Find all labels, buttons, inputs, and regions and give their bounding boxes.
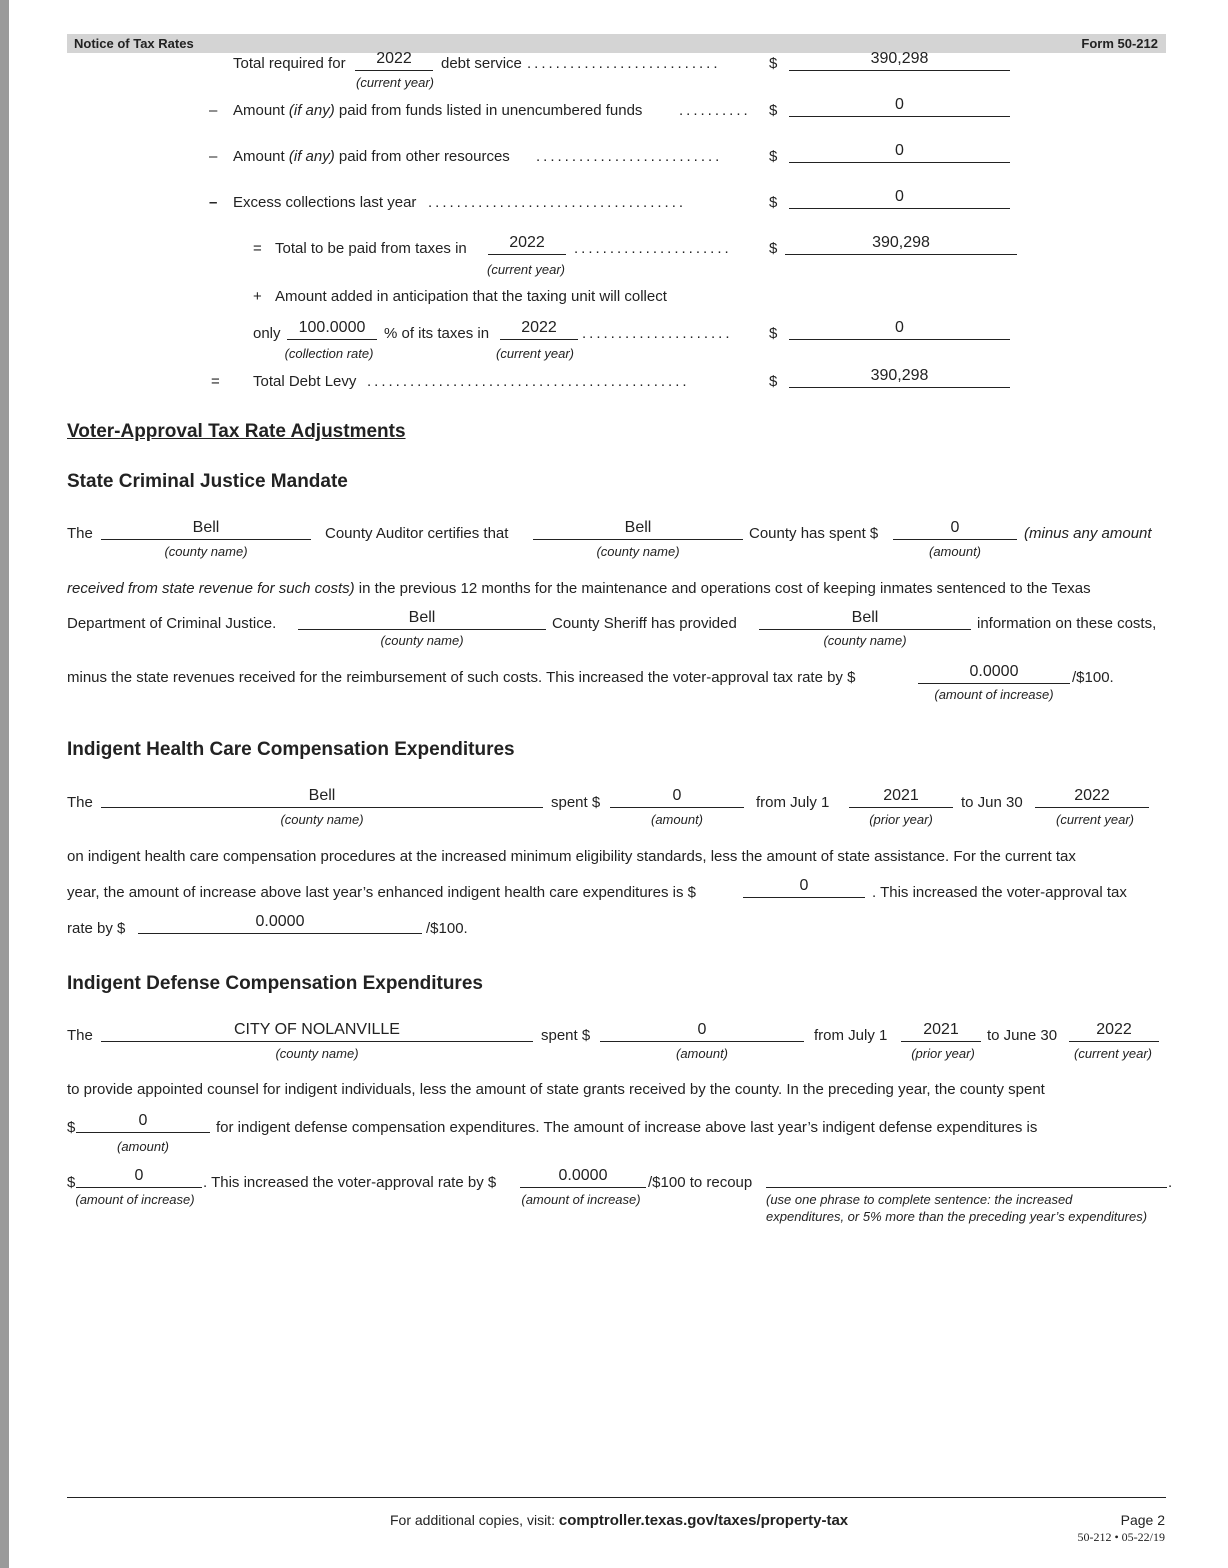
if-any-note: (if any) (288, 102, 335, 119)
health-line-3: year, the amount of increase above last year’s enhanced indigent health care expenditures is $ (67, 884, 697, 901)
dollar-sign: $ (769, 55, 778, 72)
health-rate-field[interactable]: 0.0000 (138, 913, 422, 934)
footer-rule (67, 1497, 1166, 1498)
amount-of-increase-caption: (amount of increase) (521, 1192, 641, 1207)
collection-rate-caption: (collection rate) (284, 346, 374, 361)
other-label-a: Amount (233, 148, 285, 165)
from-july-text: from July 1 (814, 1027, 888, 1044)
county-name-caption: (county name) (823, 633, 907, 648)
recoup-caption-line-1: (use one phrase to complete sentence: the increased (766, 1192, 1073, 1207)
auditor-certifies-text: County Auditor certifies that (325, 525, 509, 542)
county-has-spent-text: County has spent $ (749, 525, 879, 542)
only-label: only (253, 325, 281, 342)
amount-of-increase-caption: (amount of increase) (934, 687, 1054, 702)
total-required-field[interactable]: 390,298 (789, 50, 1010, 71)
amount-caption: (amount) (116, 1139, 170, 1154)
dollar-sign: $ (769, 240, 778, 257)
county-name-caption: (county name) (164, 544, 248, 559)
total-paid-label: Total to be paid from taxes in (275, 240, 467, 257)
dollar-sign: $ (769, 102, 778, 119)
current-year-caption: (current year) (1073, 1046, 1153, 1061)
dollar-sign: $ (769, 148, 778, 165)
anticipation-year-field[interactable]: 2022 (500, 319, 578, 340)
county-name-caption: (county name) (596, 544, 680, 559)
defense-line-2: to provide appointed counsel for indigent individuals, less the amount of state grants received by the county. In the preceding year, the county spent (67, 1081, 1045, 1098)
defense-rate-field[interactable]: 0.0000 (520, 1167, 646, 1188)
dollar-sign: $ (769, 373, 778, 390)
department-text: Department of Criminal Justice. (67, 615, 277, 632)
defense-county-field[interactable]: CITY OF NOLANVILLE (101, 1021, 533, 1042)
defense-heading: Indigent Defense Compensation Expenditures (67, 973, 483, 994)
spent-text: spent $ (551, 794, 601, 811)
spending-county-field[interactable]: Bell (533, 519, 743, 540)
total-required-suffix: debt service (441, 55, 522, 72)
sheriff-county-field[interactable]: Bell (298, 609, 546, 630)
auditor-county-field[interactable]: Bell (101, 519, 311, 540)
per-100-text: /$100. (426, 920, 468, 937)
to-jun-text: to Jun 30 (961, 794, 1023, 811)
current-year-caption: (current year) (355, 75, 435, 90)
criminal-line-2-rest: in the previous 12 months for the maintenance and operations cost of keeping inmates sentenced to the Texas (358, 580, 1091, 597)
if-any-note: (if any) (288, 148, 335, 165)
recoup-phrase-field[interactable] (766, 1167, 1167, 1188)
footer-copies-text: For additional copies, visit: (390, 1512, 555, 1528)
county-name-caption: (county name) (380, 633, 464, 648)
rate-by-text: rate by $ (67, 920, 126, 937)
state-revenue-note: received from state revenue for such costs) (67, 580, 355, 597)
anticipation-amount-field[interactable]: 0 (789, 319, 1010, 340)
recoup-text: /$100 to recoup (648, 1174, 753, 1191)
leader-dots: ...................... (574, 240, 732, 257)
leader-dots: .......... (679, 102, 751, 119)
footer-url-link[interactable]: comptroller.texas.gov/taxes/property-tax (558, 1512, 849, 1529)
page-number: Page 2 (1120, 1512, 1165, 1528)
excess-collections-label: Excess collections last year (233, 194, 417, 211)
defense-current-year-field[interactable]: 2022 (1069, 1021, 1159, 1042)
criminal-line-4: minus the state revenues received for the reimbursement of such costs. This increased the voter-approval tax rate by $ (67, 669, 856, 686)
criminal-amount-field[interactable]: 0 (893, 519, 1017, 540)
form-code: 50-212 • 05-22/19 (1077, 1530, 1165, 1544)
other-resources-field[interactable]: 0 (789, 142, 1010, 163)
health-line-2: on indigent health care compensation procedures at the increased minimum eligibility standards, less the amount of state assistance. For the current tax (67, 848, 1076, 865)
minus-sign: – (209, 148, 218, 165)
total-required-prefix: Total required for (233, 55, 346, 72)
health-prior-year-field[interactable]: 2021 (849, 787, 953, 808)
footer-copies (390, 1512, 848, 1529)
health-line-3-end: . This increased the voter-approval tax (872, 884, 1127, 901)
dollar-sign: $ (67, 1119, 76, 1136)
total-paid-year-field[interactable]: 2022 (488, 234, 566, 255)
unencumbered-label-b: paid from funds listed in unencumbered funds (338, 102, 643, 119)
from-july-text: from July 1 (756, 794, 830, 811)
unencumbered-funds-field[interactable]: 0 (789, 96, 1010, 117)
defense-line-3: for indigent defense compensation expenditures. The amount of increase above last year’s indigent defense expenditures is (216, 1119, 1038, 1136)
left-page-edge (0, 0, 9, 1568)
unencumbered-label (233, 102, 642, 119)
defense-line-4: . This increased the voter-approval rate by $ (203, 1174, 497, 1191)
plus-sign: + (253, 288, 262, 305)
information-text: information on these costs, (977, 615, 1157, 632)
total-debt-levy-field[interactable]: 390,298 (789, 367, 1010, 388)
info-county-field[interactable]: Bell (759, 609, 971, 630)
leader-dots: ........................... (527, 55, 721, 72)
total-debt-levy-label: Total Debt Levy (253, 373, 357, 390)
leader-dots: ..................... (582, 325, 733, 342)
percent-label: % of its taxes in (384, 325, 490, 342)
criminal-line-2 (67, 580, 1091, 597)
total-required-year-field[interactable]: 2022 (355, 50, 433, 71)
defense-previous-amount-field[interactable]: 0 (76, 1112, 210, 1133)
recoup-caption-line-2: expenditures, or 5% more than the preceding year’s expenditures) (766, 1209, 1148, 1224)
leader-dots: .................................... (428, 194, 687, 211)
amount-caption: (amount) (675, 1046, 729, 1061)
defense-amount-field[interactable]: 0 (600, 1021, 804, 1042)
sheriff-provided-text: County Sheriff has provided (552, 615, 737, 632)
leader-dots: .......................... (536, 148, 723, 165)
amount-caption: (amount) (928, 544, 982, 559)
unencumbered-label-a: Amount (233, 102, 285, 119)
health-amount-field[interactable]: 0 (610, 787, 744, 808)
adjustments-heading: Voter-Approval Tax Rate Adjustments (67, 421, 406, 442)
to-june-text: to June 30 (987, 1027, 1058, 1044)
health-care-heading: Indigent Health Care Compensation Expenditures (67, 739, 515, 760)
the-label: The (67, 794, 93, 811)
leader-dots: ............................................. (367, 373, 690, 390)
amount-caption: (amount) (650, 812, 704, 827)
form-number: Form 50-212 (1081, 36, 1158, 51)
defense-prior-year-field[interactable]: 2021 (901, 1021, 981, 1042)
amount-of-increase-caption: (amount of increase) (75, 1192, 195, 1207)
the-label: The (67, 525, 93, 542)
spent-text: spent $ (541, 1027, 591, 1044)
county-name-caption: (county name) (280, 812, 364, 827)
current-year-caption: (current year) (495, 346, 575, 361)
current-year-caption: (current year) (486, 262, 566, 277)
prior-year-caption: (prior year) (869, 812, 933, 827)
defense-increase-field[interactable]: 0 (76, 1167, 202, 1188)
collection-rate-field[interactable]: 100.0000 (287, 319, 377, 340)
other-resources-label (233, 148, 510, 165)
health-current-year-field[interactable]: 2022 (1035, 787, 1149, 808)
health-county-field[interactable]: Bell (101, 787, 543, 808)
anticipation-label: Amount added in anticipation that the taxing unit will collect (275, 288, 667, 305)
total-paid-field[interactable]: 390,298 (785, 234, 1017, 255)
current-year-caption: (current year) (1055, 812, 1135, 827)
prior-year-caption: (prior year) (911, 1046, 975, 1061)
minus-sign: – (209, 102, 218, 119)
dollar-sign: $ (769, 325, 778, 342)
county-name-caption: (county name) (275, 1046, 359, 1061)
period: . (1168, 1174, 1173, 1191)
equals-sign: = (253, 240, 262, 257)
excess-collections-field[interactable]: 0 (789, 188, 1010, 209)
dollar-sign: $ (769, 194, 778, 211)
equals-sign: = (211, 373, 220, 390)
header-title: Notice of Tax Rates (74, 36, 194, 51)
other-label-b: paid from other resources (338, 148, 510, 165)
criminal-increase-field[interactable]: 0.0000 (918, 663, 1070, 684)
the-label: The (67, 1027, 93, 1044)
health-increase-field[interactable]: 0 (743, 877, 865, 898)
criminal-justice-heading: State Criminal Justice Mandate (67, 471, 348, 492)
minus-amount-text: (minus any amount (1024, 525, 1152, 542)
dollar-sign: $ (67, 1174, 76, 1191)
minus-sign: – (209, 194, 218, 211)
per-100-text: /$100. (1072, 669, 1114, 686)
